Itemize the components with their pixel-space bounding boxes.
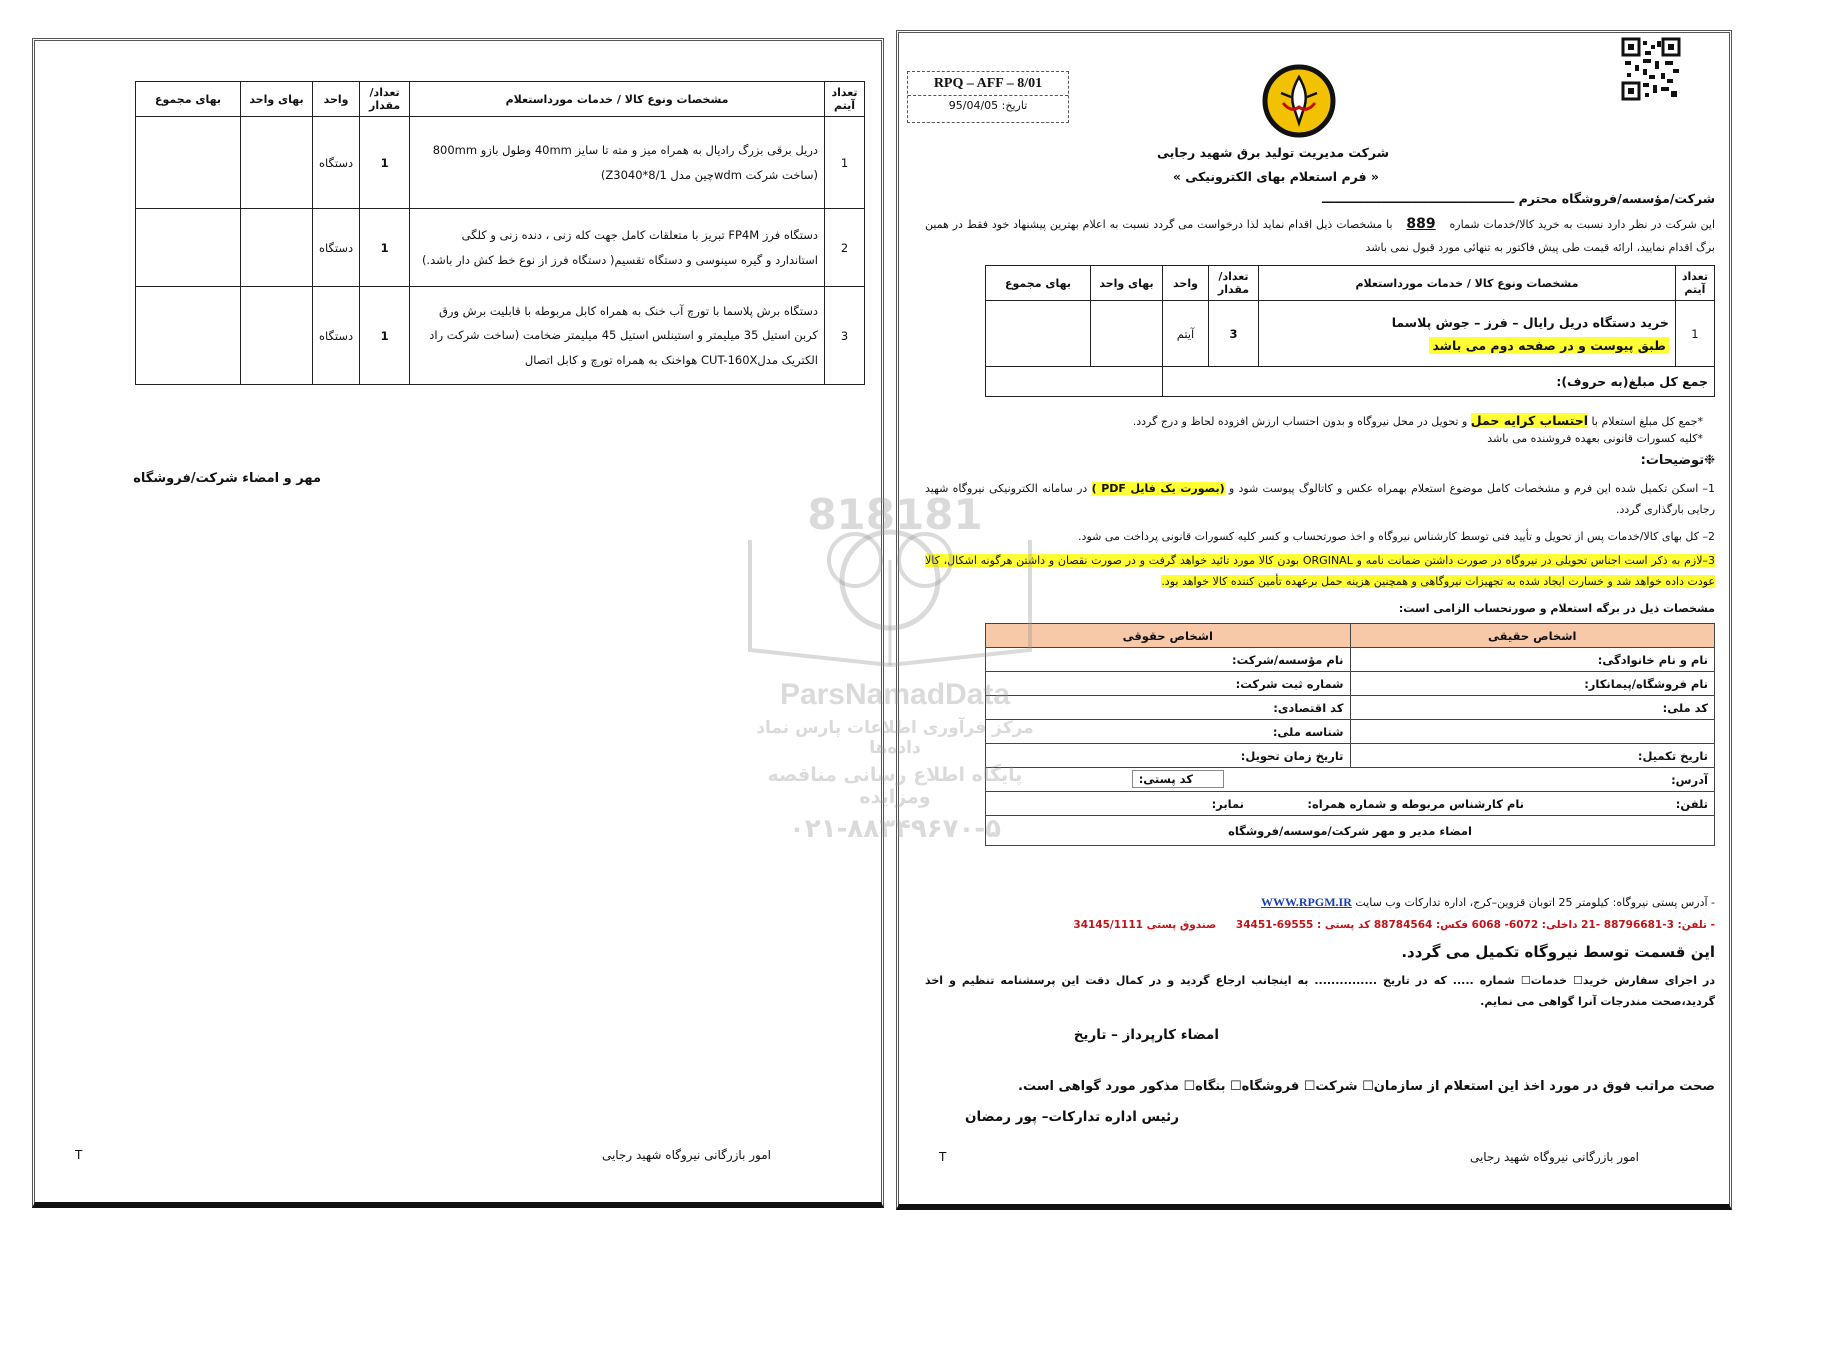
row-qty: 3 [1209, 301, 1259, 367]
intro-pre: این شرکت در نظر دارد نسبت به خرید کالا/خدمات شماره [1449, 218, 1716, 231]
plant-section-text: در اجرای سفارش خرید☐ خدمات☐ شماره ..... که در تاریخ ............... به اینجانب ارجاع گردید و در کمال دقت این پرسشنامه تنظیم و اخذ گردید،صحت مندرجات آنرا گواهی می نمایم. [925, 974, 1715, 1008]
form-title: « فرم استعلام بهای الکترونیکی » [1172, 169, 1379, 184]
row-desc-line1: خرید دستگاه دریل رایال – فرز – جوش پلاسما [1391, 314, 1669, 330]
row-unit: دستگاه [313, 209, 360, 287]
watermark-line1: مرکز فرآوری اطلاعات پارس نماد داده‌ها [756, 718, 1034, 758]
table-row [986, 301, 1715, 367]
row-index: 3 [825, 287, 865, 385]
row-desc: دستگاه فرز FP4M تبریز با متعلقات کامل جهت کله زنی ، دنده زنی و کلگی استاندارد و گیره سینوسی و دستگاه تقسیم( دستگاه فرز از نوع خط کش دار باشد.) [410, 209, 825, 287]
date-label: تاریخ: [1001, 99, 1028, 112]
postal-code-label[interactable]: کد پستی: [1132, 770, 1224, 788]
fax-label[interactable]: نمابر: [1211, 796, 1244, 811]
row-index: 2 [825, 209, 865, 287]
field-registration-no[interactable]: شماره ثبت شرکت: [986, 672, 1351, 696]
items-table [135, 81, 865, 385]
qr-code [1621, 37, 1681, 101]
footer-right: امور بازرگانی نیروگاه شهید رجایی [1469, 1150, 1639, 1164]
total-row [986, 367, 1715, 397]
date-value: 95/04/05 [948, 99, 999, 112]
note-1-post: و تحویل در محل نیروگاه و بدون احتساب ارزش افزوده لحاظ و درج گردد. [1132, 415, 1468, 428]
phone-label[interactable]: تلفن: [1675, 796, 1708, 811]
footer-left: T [75, 1148, 83, 1162]
request-table [985, 265, 1715, 397]
field-national-id[interactable]: شناسه ملی: [986, 720, 1351, 744]
explanations-title [1641, 453, 1715, 468]
buyer-signature: امضاء کارپرداز – تاریخ [1073, 1027, 1219, 1043]
note-2: *کلیه کسورات قانونی بعهده فروشنده می باشد [1487, 432, 1703, 445]
row-total[interactable] [136, 209, 241, 287]
request-number: 889 [1406, 216, 1436, 232]
explanation-4: مشخصات ذیل در برگه استعلام و صورتحساب الزامی است: [1398, 602, 1715, 615]
exp-1-highlight: (بصورت یک فایل PDF ) [1091, 482, 1225, 495]
col-unit-price: بهای واحد [1091, 266, 1163, 301]
address-text: - آدرس پستی نیروگاه: کیلومتر 25 اتوبان قزوین–کرج، اداره تدارکات وب سایت [1355, 896, 1715, 909]
explanation-1 [925, 479, 1715, 521]
row-desc: دستگاه برش پلاسما با تورچ آب خنک به همراه کابل مربوطه با قابلیت برش ورق کربن استیل 35 میلیمتر و استینلس استیل 45 میلیمتر ضخامت (ساخت شرکت راد الکتریک مدلCUT-160X هواخنک به همراه تورچ و کابل اتصال [410, 287, 825, 385]
field-company-name[interactable]: نام مؤسسه/شرکت: [986, 648, 1351, 672]
persons-row [986, 696, 1715, 720]
row-index: 1 [825, 117, 865, 209]
row-index: 1 [1675, 301, 1714, 367]
real-persons-header: اشخاص حقیقی [1350, 624, 1715, 648]
col-index: تعداد آیتم [1675, 266, 1714, 301]
row-unit: دستگاه [313, 117, 360, 209]
persons-row [986, 648, 1715, 672]
website-link[interactable]: WWW.RPGM.IR [1260, 895, 1352, 909]
row-total[interactable] [986, 301, 1091, 367]
field-national-code[interactable]: کد ملی: [1350, 696, 1715, 720]
persons-table [985, 623, 1715, 846]
row-unit-price[interactable] [241, 287, 313, 385]
contact-text: - تلفن: 3-88796681 -21 داخلی: 6072- 6068 فکس: 88784564 کد پستی : 69555-34451 [1235, 919, 1715, 931]
persons-row [986, 744, 1715, 768]
col-total: بهای مجموع [986, 266, 1091, 301]
intro-post: با مشخصات ذیل اقدام نماید لذا درخواست می گردد نسبت به اعلام بهترین پیشنهاد خود فقط در همین برگ اقدام نمایید، ارائه قیمت طی پیش فاکتور به تنهائی مورد قبول نمی باشد [925, 218, 1715, 254]
col-unit-price: بهای واحد [241, 82, 313, 117]
row-qty: 1 [360, 209, 410, 287]
row-unit-price[interactable] [241, 209, 313, 287]
row-desc: دریل برقی بزرگ رادیال به همراه میز و مته تا سایز 40mm وطول بازو 800mm (ساخت شرکت wdmچین مدل Z3040*8/1) [410, 117, 825, 209]
page-left [32, 38, 884, 1208]
persons-row [986, 672, 1715, 696]
col-qty: تعداد/ مقدار [1209, 266, 1259, 301]
signature-row [986, 816, 1715, 846]
stamp-label: مهر و امضاء شرکت/فروشگاه [133, 471, 321, 486]
footer-left: T [939, 1150, 947, 1164]
row-desc-line2: طبق پیوست و در صفحه دوم می باشد [1429, 337, 1668, 354]
explanations-title-text: توضیحات: [1640, 453, 1705, 468]
row-qty: 1 [360, 287, 410, 385]
company-name: شرکت مدیریت تولید برق شهید رجایی [1157, 145, 1389, 160]
manager-signature-label[interactable]: امضاء مدیر و مهر شرکت/موسسه/فروشگاه [986, 816, 1715, 846]
row-qty: 1 [360, 117, 410, 209]
page-right [896, 30, 1732, 1210]
total-value[interactable] [986, 367, 1163, 397]
po-box-text: صندوق پستی 34145/1111 [1073, 919, 1217, 931]
plant-section-title: این قسمت توسط نیروگاه تکمیل می گردد. [1401, 943, 1715, 961]
addressee: شرکت/مؤسسه/فروشگاه محترم ـــــــــــــــــــــــــــــــــــــــــــــ [1322, 191, 1715, 206]
form-date [908, 96, 1068, 112]
table-row [136, 209, 865, 287]
field-full-name[interactable]: نام و نام خانوادگی: [1350, 648, 1715, 672]
form-code-box [907, 71, 1069, 123]
table-row [136, 287, 865, 385]
explanation-2: 2– کل بهای کالا/خدمات پس از تحویل و تأیید فنی توسط کارشناس نیروگاه و اخذ صورتحساب و کسر کلیه کسورات قانونی پرداخت می شود. [1078, 530, 1715, 543]
note-1-pre: *جمع کل مبلغ استعلام با [1591, 415, 1703, 428]
note-1-highlight: احتساب کرایه حمل [1470, 413, 1589, 428]
watermark-number: 818181 [807, 490, 983, 539]
col-desc: مشخصات ونوع کالا / خدمات مورداستعلام [410, 82, 825, 117]
field-completion-date[interactable]: تاریخ تکمیل: [1350, 744, 1715, 768]
expert-label[interactable]: نام کارشناس مربوطه و شماره همراه: [1307, 796, 1524, 811]
col-qty: تعداد/ مقدار [360, 82, 410, 117]
persons-row [986, 720, 1715, 744]
field-economic-code[interactable]: کد اقتصادی: [986, 696, 1351, 720]
form-code: RPQ – AFF – 8/01 [908, 72, 1068, 96]
address-line [1261, 895, 1715, 910]
verification-text: صحت مراتب فوق در مورد اخذ این استعلام از سازمان☐ شرکت☐ فروشگاه☐ بنگاه☐ مذکور مورد گواهی است. [1018, 1079, 1715, 1094]
asterisk-icon: ❉ [1704, 453, 1715, 468]
watermark-brand: ParsNamadData [779, 678, 1011, 711]
footer-right: امور بازرگانی نیروگاه شهید رجایی [601, 1148, 771, 1162]
legal-persons-header: اشخاص حقوقی [986, 624, 1351, 648]
phone-row [986, 792, 1715, 816]
table-header-row [986, 266, 1715, 301]
row-unit: آیتم [1163, 301, 1209, 367]
table-header-row [136, 82, 865, 117]
row-total[interactable] [136, 287, 241, 385]
row-desc [1259, 301, 1676, 367]
address-row [986, 768, 1715, 792]
procurement-head-signature: رئیس اداره تدارکات– پور رمضان [965, 1109, 1179, 1125]
field-delivery-date[interactable]: تاریخ زمان تحویل: [986, 744, 1351, 768]
field-store-name[interactable]: نام فروشگاه/پیمانکار: [1350, 672, 1715, 696]
col-unit: واحد [313, 82, 360, 117]
exp-3-text: 3–لازم به ذکر است اجناس تحویلی در نیروگاه در صورت داشتن ضمانت نامه و ORGINAL بودن کالا مورد تائید خواهد گرفت و در صورت نقصان و داشتن هرگونه اشکال، کالا عودت داده خواهد شد و خسارت ایجاد شده به تجهیزات نیروگاهی و همچنین هزینه حمل برعهده تأمین کننده کالا خواهد بود. [925, 554, 1715, 588]
row-unit-price[interactable] [1091, 301, 1163, 367]
company-logo [1261, 63, 1337, 139]
explanation-3 [925, 551, 1715, 593]
intro-text [925, 211, 1715, 258]
persons-header-row [986, 624, 1715, 648]
exp-1-post: در سامانه الکترونیکی نیروگاه شهید رجایی بارگذاری گردد. [925, 482, 1715, 516]
exp-1-pre: 1– اسکن تکمیل شده این فرم و مشخصات کامل موضوع استعلام بهمراه عکس و کاتالوگ پیوست شود و [1228, 482, 1716, 495]
field-empty[interactable] [1350, 720, 1715, 744]
row-unit-price[interactable] [241, 117, 313, 209]
col-index: تعداد آیتم [825, 82, 865, 117]
watermark-line2: پایگاه اطلاع رسانی مناقصه ومزایده [767, 764, 1023, 808]
col-desc: مشخصات ونوع کالا / خدمات مورداستعلام [1259, 266, 1676, 301]
col-total: بهای مجموع [136, 82, 241, 117]
total-label: جمع کل مبلغ(به حروف): [1163, 367, 1715, 397]
contact-line [1073, 919, 1715, 931]
col-unit: واحد [1163, 266, 1209, 301]
table-row [136, 117, 865, 209]
row-total[interactable] [136, 117, 241, 209]
address-label[interactable]: آدرس: [1671, 772, 1708, 787]
row-unit: دستگاه [313, 287, 360, 385]
watermark-phone: ۰۲۱-۸۸۳۴۹۶۷۰-۵ [788, 814, 1001, 844]
